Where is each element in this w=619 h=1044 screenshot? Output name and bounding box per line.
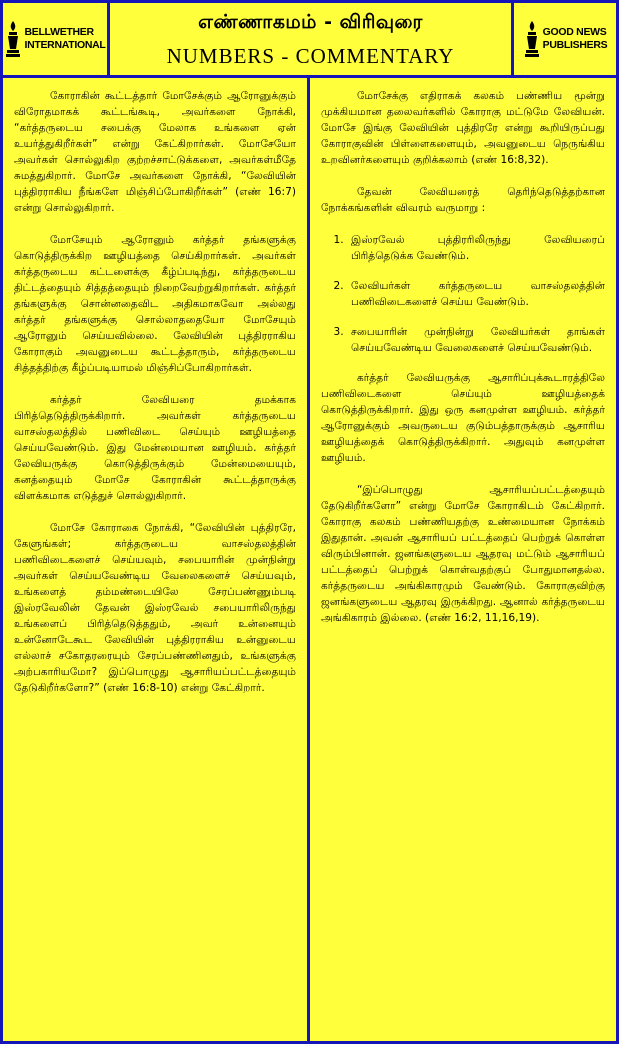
- logo-right-line1: GOOD NEWS: [542, 26, 607, 38]
- left-paragraph-1: கோராகின் கூட்டத்தார் மோசேக்கும் ஆரோனுக்கும் விரோதமாகக் கூட்டங்கூடி, அவர்களை நோக்கி, “கர்த்தருடைய சபைக்கு மேலாக உங்களை ஏன் உயர்த்துகிறீர்கள்” என்று கேட்கிறார்கள். மோசேயோ அவர்கள் சொல்லுகிற குற்றச்சாட்டுக்களை, அவர்கள்மீதே சுமத்துகிறார். மோசே அவர்களை நோக்கி, “லேவியின் புத்திரராகிய நீங்களே மிஞ்சிப்போகிறீர்கள்” (எண் 16:7) என்று சொல்லுகிறார்.: [14, 90, 296, 214]
- right-column: [310, 78, 616, 1041]
- lamp-icon: [4, 19, 22, 59]
- right-paragraph-1: கர்த்தர் லேவியருக்கு ஆசாரிப்புக்கூடாரத்திலே பணிவிடைகளை செய்யும் ஊழியத்தைக் கொடுத்திருக்கிறார். இது ஒரு கனமுள்ள ஊழியம். கர்த்தர் ஆரோனுக்கும் அவருடைய குடும்பத்தாருக்கும் ஆசாரிய ஊழியத்தைக் கொடுத்திருக்கிறார். அதுவும் கனமுள்ள ஊழியம்.: [321, 372, 605, 464]
- left-column: [3, 78, 307, 1041]
- left-paragraph-4: மோசே கோராகை நோக்கி, “லேவியின் புத்திரரே, கேளுங்கள்; கர்த்தருடைய வாசஸ்தலத்தின் பணிவிடைகளைச் செய்யவும், சபையாரின் முன்நின்று அவர்கள் செய்யவேண்டிய வேலைகளைச் செய்யவும், உங்களைத் தம்மண்டையிலே சேரப்பண்ணும்படி இஸ்ரவேலின் தேவன் இஸ்ரவேல் சபையாரிலிருந்து உங்களைப் பிரித்தெடுத்ததும், அவர் உன்னையும் உன்னோடேகூட லேவியின் புத்திரராகிய உன்னுடைய எல்லாச் சகோதரரையும் சேரப்பண்ணினதும், உங்களுக்கு அற்பகாரியமோ? இப்பொழுது ஆசாரியப்பட்டத்தையும் தேடுகிறீர்களோ?” (எண் 16:8-10) என்று கேட்கிறார்.: [14, 522, 296, 694]
- purposes-list: [321, 232, 605, 356]
- logo-left-line2: INTERNATIONAL: [24, 39, 106, 51]
- purpose-item: 2. லேவியர்கள் கர்த்தருடைய வாசஸ்தலத்தின் பணிவிடைகளைச் செய்ய வேண்டும்.: [347, 278, 605, 310]
- title-tamil: எண்ணாகமம் - விரிவுரை: [198, 11, 423, 33]
- title-english: NUMBERS - COMMENTARY: [166, 44, 455, 68]
- publisher-logo-right: [514, 3, 616, 75]
- page-header: [110, 3, 511, 75]
- left-paragraph-3: கர்த்தர் லேவியரை தமக்காக பிரித்தெடுத்திருக்கிறார். அவர்கள் கர்த்தருடைய வாசஸ்தலத்தில் பணிவிடை செய்யும் ஊழியத்தை செய்யவேண்டும். இது மேன்மையான ஊழியம். கர்த்தர் லேவியருக்கு கொடுத்திருக்கும் மேன்மையையும், கனத்தையும் மோசே கோராகின் கூட்டத்தாருக்கு விளக்கமாக எடுத்துச் சொல்லுகிறார்.: [14, 394, 296, 502]
- right-paragraph-2: “இப்பொழுது ஆசாரியப்பட்டத்தையும் தேடுகிறீர்களோ” என்று மோசே கோராகிடம் கேட்கிறார். கோராகு கலகம் பண்ணியதற்கு உண்மையான நோக்கம் இதுதான். அவன் ஆசாரியப் பட்டத்தைப் பெற்றுக் கொள்ள விரும்பினான். ஜனங்களுடைய ஆதரவு மட்டும் ஆசாரியப் பட்டத்தைப் பெற்றுக் கொள்வதற்குப் போதுமானதல்ல. கர்த்தருடைய அங்கிகாரமும் வேண்டும். கோராகுவிற்கு ஜனங்களுடைய ஆதரவு இருக்கிறது. ஆனால் கர்த்தருடைய அங்கிகாரம் இல்லை. (எண் 16:2, 11,16,19).: [321, 484, 605, 624]
- purposes-lead: தேவன் லேவியரைத் தெரிந்தெடுத்தற்கான நோக்கங்களின் விவரம் வருமாறு :: [321, 186, 605, 214]
- purpose-item: 3. சபையாரின் முன்நின்று லேவியர்கள் தாங்கள் செய்யவேண்டிய வேலைகளைச் செய்யவேண்டும்.: [347, 324, 605, 356]
- publisher-logo-left: [3, 3, 107, 75]
- right-intro-paragraph: மோசேக்கு எதிராகக் கலகம் பண்ணிய மூன்று முக்கியமான தலைவர்களில் கோராகு மட்டுமே லேவியன். மோசே இங்கு லேவியின் புத்திரரே என்று கூறியிருப்பது கோராகுவின் பிள்ளைகளையும், அவனுடைய நெருங்கிய உறவினர்களையும் குறிக்கலாம் (எண் 16:8,32).: [321, 90, 605, 166]
- purpose-item: 1. இஸ்ரவேல் புத்திரரிலிருந்து லேவியரைப் பிரித்தெடுக்க வேண்டும்.: [347, 232, 605, 264]
- lamp-icon: [523, 19, 541, 59]
- logo-left-line1: BELLWETHER: [24, 26, 94, 38]
- logo-right-line2: PUBLISHERS: [542, 39, 608, 51]
- left-paragraph-2: மோசேயும் ஆரோனும் கர்த்தர் தங்களுக்கு கொடுத்திருக்கிற ஊழியத்தை செய்கிறார்கள். அவர்கள் கர்த்தருடைய கட்டளைக்கு கீழ்ப்படிந்து, கர்த்தருடைய திட்டத்தையும் சித்தத்தையும் நிறைவேற்றுகிறார்கள். கர்த்தர் தங்களுக்கு சொன்னதைவிட அதிகமாகவோ அல்லது கர்த்தர் தங்களுக்கு சொல்லாததையோ மோசேயும் ஆரோனும் செய்யவில்லை. லேவியின் புத்திரராகிய கோராகும் அவனுடைய கூட்டத்தாரும், கர்த்தருடைய சித்தத்திற்கு கீழ்ப்படியாமல் மிஞ்சிப்போகிறார்கள்.: [14, 234, 296, 374]
